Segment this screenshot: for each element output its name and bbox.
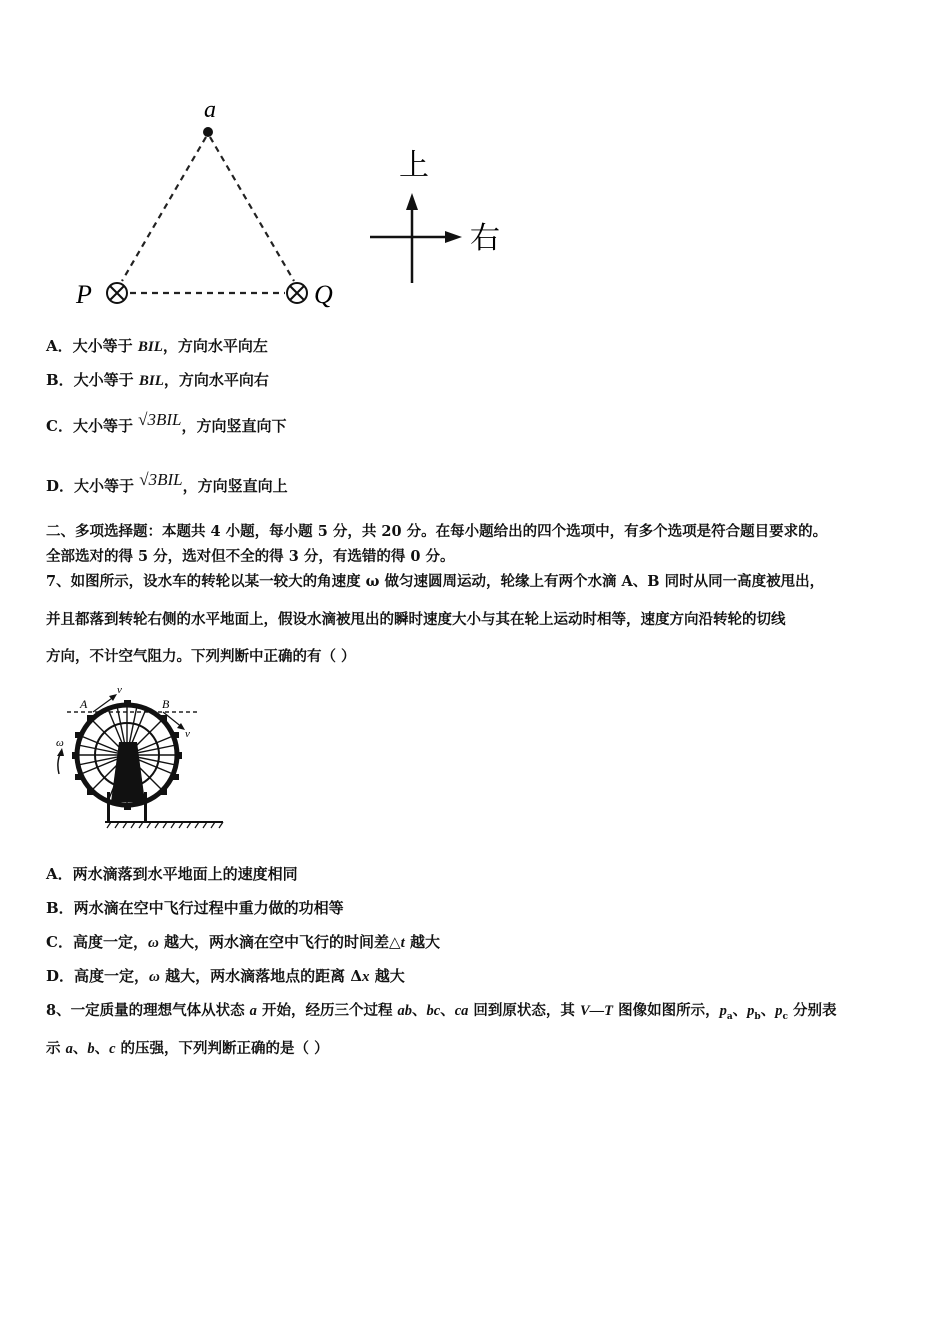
option-text: 越大，两水滴落地点的距离 Δ [159, 967, 362, 985]
text: 图像如图所示， [613, 1002, 720, 1019]
q6-option-d [46, 470, 288, 496]
q6-option-a [46, 336, 268, 357]
option-prefix: D．大小等于 [46, 477, 140, 495]
graph-type: V—T [579, 1003, 614, 1019]
separator: 、 [440, 1002, 455, 1019]
up-arrow-icon [406, 193, 418, 210]
point-p-label: P [76, 280, 92, 309]
process-symbol: ab [397, 1003, 412, 1019]
option-prefix: C．高度一定， [46, 933, 148, 951]
state-symbol: c [109, 1041, 116, 1057]
wheel-stand-right [144, 792, 147, 822]
current-p-into-page-icon [107, 283, 127, 303]
q8-stem-line1 [46, 1001, 837, 1027]
side-aq [210, 137, 294, 281]
state-symbol: a [249, 1003, 257, 1019]
drop-a-label: A [80, 697, 88, 711]
option-suffix: ，方向竖直向下 [181, 417, 287, 435]
section2-line2: 全部选对的得 5 分，选对但不全的得 3 分，有选错的得 0 分。 [46, 548, 455, 565]
formula: BIL [137, 339, 163, 355]
formula: √3BIL [139, 470, 183, 489]
separator: 、 [760, 1002, 776, 1019]
option-suffix: 越大 [404, 933, 440, 951]
omega-symbol: ω [147, 935, 159, 951]
q7-option-a: A．两水滴落到水平地面上的速度相同 [46, 865, 298, 883]
text: 分别表 [787, 1002, 837, 1019]
formula: BIL [138, 373, 164, 389]
option-prefix: C．大小等于 [46, 417, 139, 435]
drop-b-label: B [162, 697, 170, 711]
section2-line1: 二、多项选择题：本题共 4 小题，每小题 5 分，共 20 分。在每小题给出的四个选项中，有多个选项是符合题目要求的。 [46, 523, 828, 540]
q6-option-c [46, 410, 287, 436]
q7-stem-line1: 7、如图所示，设水车的转轮以某一较大的角速度 ω 做匀速圆周运动，轮缘上有两个水滴 A、B 同时从同一高度被甩出， [46, 573, 825, 590]
text: 回到原状态，其 [468, 1002, 580, 1019]
separator: 、 [72, 1040, 88, 1057]
state-symbol: b [87, 1041, 95, 1057]
option-suffix: ，方向水平向左 [162, 337, 268, 355]
q7-stem-line2: 并且都落到转轮右侧的水平地面上，假设水滴被甩出的瞬时速度大小与其在轮上运动时相等，速度方向沿转轮的切线 [46, 611, 786, 628]
option-text: 越大，两水滴在空中飞行的时间差△ [158, 933, 401, 951]
point-q-label: Q [314, 280, 333, 309]
subscript: b [754, 1011, 761, 1022]
triangle-field-diagram [60, 95, 520, 320]
velocity-b-label: v [185, 728, 190, 740]
omega-symbol: ω [149, 969, 160, 985]
q8-stem-line2 [46, 1039, 329, 1059]
distance-symbol: x [361, 969, 370, 985]
omega-label: ω [56, 737, 64, 749]
q7-stem-line3: 方向，不计空气阻力。下列判断中正确的有（ ） [46, 648, 356, 665]
separator: 、 [732, 1002, 748, 1019]
current-q-into-page-icon [287, 283, 307, 303]
point-a-label: a [204, 97, 216, 123]
option-suffix: 越大 [369, 967, 405, 985]
q7-option-d [46, 966, 405, 987]
velocity-a-label: v [117, 684, 122, 696]
option-prefix: A．大小等于 [46, 337, 138, 355]
process-symbol: ca [454, 1003, 469, 1019]
right-arrow-icon [445, 231, 462, 243]
text: 8、一定质量的理想气体从状态 [46, 1002, 250, 1019]
time-symbol: t [400, 935, 405, 951]
pressure-symbol: p [775, 1003, 783, 1019]
subscript: c [782, 1011, 788, 1022]
separator: 、 [94, 1040, 110, 1057]
pressure-symbol: p [719, 1003, 727, 1019]
direction-up-label: 上 [399, 148, 429, 183]
option-prefix: D．高度一定， [46, 967, 150, 985]
text: 开始，经历三个过程 [256, 1002, 398, 1019]
option-suffix: ，方向竖直向上 [182, 477, 288, 495]
water-wheel-figure [45, 682, 230, 832]
state-symbol: a [65, 1041, 73, 1057]
side-ap [122, 137, 206, 281]
option-suffix: ，方向水平向右 [163, 371, 269, 389]
q6-option-b [46, 370, 269, 391]
text: 示 [46, 1040, 66, 1057]
formula: √3BIL [138, 410, 182, 429]
direction-right-label: 右 [470, 221, 500, 256]
rotation-arrowhead-icon [57, 748, 64, 756]
q7-option-c [46, 932, 440, 953]
wheel-stand-left [107, 792, 110, 822]
q7-option-b: B．两水滴在空中飞行过程中重力做的功相等 [46, 899, 344, 917]
pressure-symbol: p [747, 1003, 755, 1019]
subscript: a [726, 1011, 733, 1022]
point-a-dot [203, 127, 213, 137]
separator: 、 [412, 1002, 427, 1019]
text: 的压强，下列判断正确的是（ ） [115, 1040, 329, 1057]
option-prefix: B．大小等于 [46, 371, 139, 389]
process-symbol: bc [426, 1003, 441, 1019]
